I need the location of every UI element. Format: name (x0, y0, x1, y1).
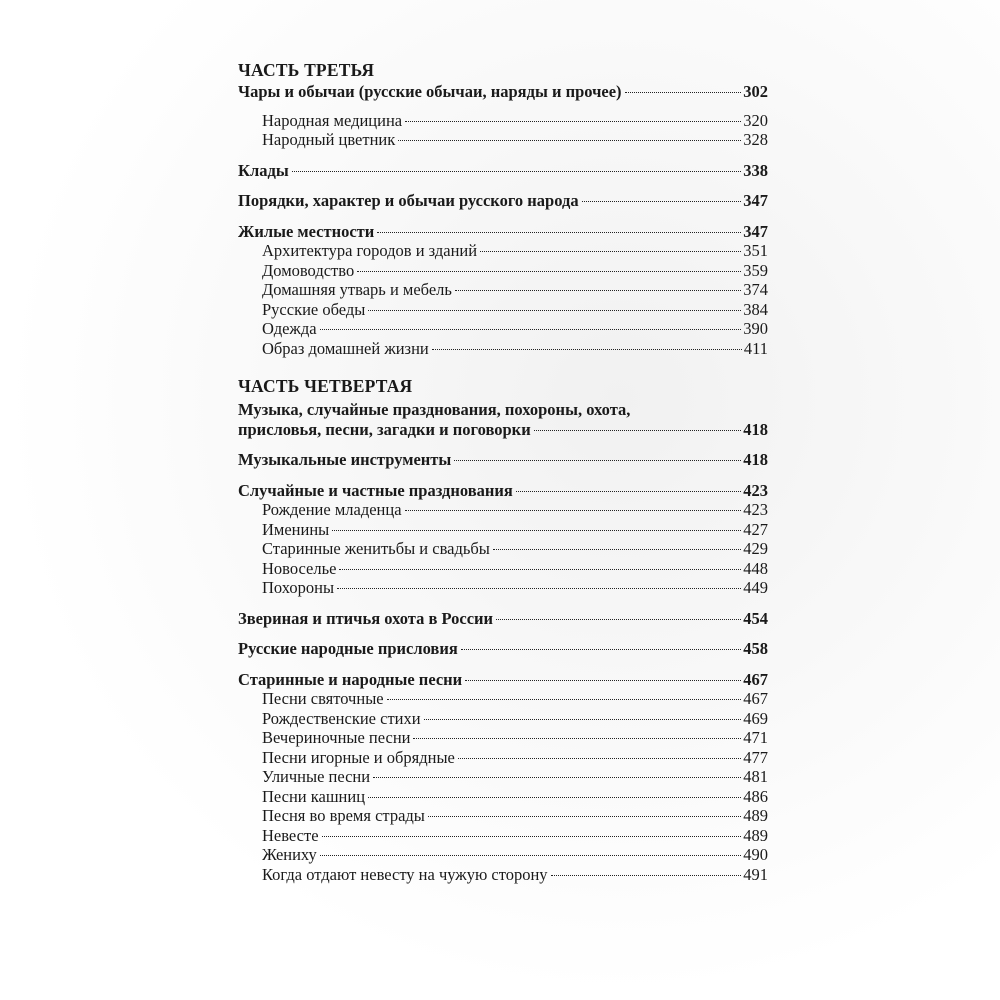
toc-section (238, 191, 768, 211)
toc-section (238, 400, 768, 439)
toc-page-number: 351 (743, 241, 768, 260)
toc-entry-label: Рождественские стихи (262, 708, 421, 728)
toc-subentry (238, 339, 768, 359)
toc-page-number: 359 (743, 260, 768, 280)
toc-page-number: 347 (743, 221, 768, 241)
toc-page-number: 423 (743, 500, 768, 519)
toc-page-number: 338 (743, 160, 768, 180)
dot-leader (320, 855, 741, 856)
toc-subentry (238, 689, 768, 709)
toc-page-number: 449 (743, 578, 768, 597)
dot-leader (377, 232, 741, 233)
toc-section (238, 609, 768, 629)
dot-leader (337, 588, 741, 589)
toc-entry-label: Песни игорные и обрядные (262, 747, 455, 767)
toc-entry (238, 82, 768, 102)
toc-subentry (238, 578, 768, 598)
toc-entry-label: Жилые местности (238, 221, 375, 241)
dot-leader (496, 619, 741, 620)
toc-subentry (238, 787, 768, 807)
toc-section (238, 481, 768, 598)
toc-subentry (238, 748, 768, 768)
toc-subentry (238, 709, 768, 729)
toc-entry (238, 670, 768, 690)
toc-page-number: 427 (743, 519, 768, 539)
toc-page-number: 320 (743, 110, 768, 130)
dot-leader (373, 777, 741, 778)
toc-entry-label: Чары и обычаи (русские обычаи, наряды и прочее) (238, 82, 622, 101)
toc-entry-label: Народная медицина (262, 110, 403, 130)
toc-entry-label: Русские обеды (262, 299, 366, 319)
toc-entry (238, 161, 768, 181)
toc-page-number: 429 (743, 539, 768, 558)
toc-subentry (238, 865, 768, 885)
dot-leader (493, 549, 741, 550)
dot-leader (405, 510, 742, 511)
toc-entry-label: Песни кашниц (262, 786, 366, 806)
toc-page-number: 490 (743, 845, 768, 864)
part-title: ЧАСТЬ ТРЕТЬЯ (238, 60, 375, 80)
toc-subentry (238, 559, 768, 579)
toc-page-number: 489 (743, 825, 768, 845)
dot-leader (357, 271, 741, 272)
toc-subentry (238, 767, 768, 787)
toc-entry-label: Архитектура городов и зданий (262, 241, 478, 260)
toc-entry-label: Старинные женитьбы и свадьбы (262, 539, 490, 558)
table-of-contents (238, 60, 768, 884)
toc-entry (238, 609, 768, 629)
dot-leader (454, 460, 741, 461)
toc-entry-label: Домашняя утварь и мебель (262, 280, 452, 299)
dot-leader (455, 290, 741, 291)
toc-subentry (238, 500, 768, 520)
toc-page-number: 481 (743, 767, 768, 786)
toc-subentry (238, 520, 768, 540)
toc-entry-label: Образ домашней жизни (262, 338, 429, 358)
toc-subentry (238, 241, 768, 261)
toc-entry (238, 222, 768, 242)
toc-entry-label: Домоводство (262, 260, 355, 280)
toc-entry (238, 639, 768, 659)
toc-page-number: 467 (743, 689, 768, 708)
toc-section (238, 161, 768, 181)
dot-leader (461, 649, 741, 650)
dot-leader (582, 201, 742, 202)
dot-leader (432, 349, 742, 350)
toc-page-number: 328 (743, 130, 768, 149)
toc-entry-label: Жениху (262, 845, 317, 864)
toc-entry-label: Звериная и птичья охота в России (238, 608, 494, 628)
toc-entry (238, 420, 768, 440)
toc-page-number: 471 (743, 728, 768, 747)
dot-leader (368, 797, 741, 798)
toc-entry-label: Рождение младенца (262, 500, 402, 519)
toc-subentry (238, 280, 768, 300)
toc-entry-label: Когда отдают невесту на чужую сторону (262, 864, 548, 884)
toc-section (238, 670, 768, 885)
toc-page-number: 491 (743, 864, 768, 884)
toc-entry-label: Вечериночные песни (262, 728, 411, 747)
toc-subentry (238, 319, 768, 339)
toc-entry-label: Невесте (262, 825, 319, 845)
toc-section (238, 450, 768, 470)
dot-leader (465, 680, 741, 681)
toc-subentry (238, 261, 768, 281)
toc-page-number: 384 (743, 299, 768, 319)
dot-leader (516, 491, 741, 492)
toc-section (238, 639, 768, 659)
dot-leader (534, 430, 742, 431)
dot-leader (405, 121, 741, 122)
toc-section (238, 82, 768, 150)
toc-page-number: 302 (743, 82, 768, 101)
part-title: ЧАСТЬ ЧЕТВЕРТАЯ (238, 376, 413, 396)
toc-subentry (238, 826, 768, 846)
toc-subentry (238, 300, 768, 320)
toc-section (238, 222, 768, 359)
dot-leader (551, 875, 742, 876)
toc-page-number: 411 (743, 338, 768, 358)
dot-leader (458, 758, 741, 759)
dot-leader (625, 92, 742, 93)
dot-leader (368, 310, 741, 311)
toc-page-number: 347 (743, 191, 768, 210)
dot-leader (322, 836, 742, 837)
toc-page-number: 486 (743, 786, 768, 806)
toc-entry-label: Случайные и частные празднования (238, 480, 513, 500)
dot-leader (398, 140, 741, 141)
dot-leader (339, 569, 741, 570)
dot-leader (387, 699, 742, 700)
toc-page-number: 469 (743, 708, 768, 728)
toc-subentry (238, 130, 768, 150)
toc-entry-label: Песни святочные (262, 689, 384, 708)
toc-page-number: 390 (743, 319, 768, 338)
dot-leader (332, 530, 741, 531)
toc-page-number: 477 (743, 747, 768, 767)
toc-entry-label: Клады (238, 160, 289, 180)
toc-entry-label: Музыкальные инструменты (238, 450, 452, 469)
dot-leader (320, 329, 742, 330)
toc-subentry (238, 728, 768, 748)
dot-leader (413, 738, 741, 739)
toc-page-number: 418 (743, 450, 768, 469)
toc-subentry (238, 539, 768, 559)
toc-entry (238, 481, 768, 501)
toc-page-number: 454 (743, 608, 768, 628)
toc-page-number: 489 (743, 806, 768, 825)
toc-entry-label: Похороны (262, 578, 335, 597)
toc-entry-label: Одежда (262, 319, 317, 338)
dot-leader (292, 171, 742, 172)
dot-leader (428, 816, 741, 817)
dot-leader (424, 719, 742, 720)
toc-page-number: 418 (743, 419, 768, 439)
toc-entry (238, 191, 768, 211)
dot-leader (480, 251, 741, 252)
toc-page-number: 448 (743, 558, 768, 578)
toc-entry-label: Порядки, характер и обычаи русского народа (238, 191, 579, 210)
toc-entry-label: Новоселье (262, 558, 337, 578)
toc-entry-label: Песня во время страды (262, 806, 425, 825)
toc-subentry (238, 806, 768, 826)
toc-subentry (238, 845, 768, 865)
toc-entry (238, 450, 768, 470)
toc-page-number: 374 (743, 280, 768, 299)
toc-entry-label-line: Музыка, случайные празднования, похороны, охота, (238, 400, 631, 419)
toc-entry-label: Русские народные присловия (238, 639, 458, 658)
toc-entry-label: Именины (262, 519, 330, 539)
toc-entry-label: присловья, песни, загадки и поговорки (238, 419, 531, 439)
toc-entry-label: Народный цветник (262, 130, 396, 149)
toc-page-number: 467 (743, 669, 768, 689)
toc-entry-label: Уличные песни (262, 767, 371, 786)
toc-page-number: 423 (743, 480, 768, 500)
toc-subentry (238, 111, 768, 131)
toc-entry-label: Старинные и народные песни (238, 669, 463, 689)
toc-page-number: 458 (743, 639, 768, 658)
